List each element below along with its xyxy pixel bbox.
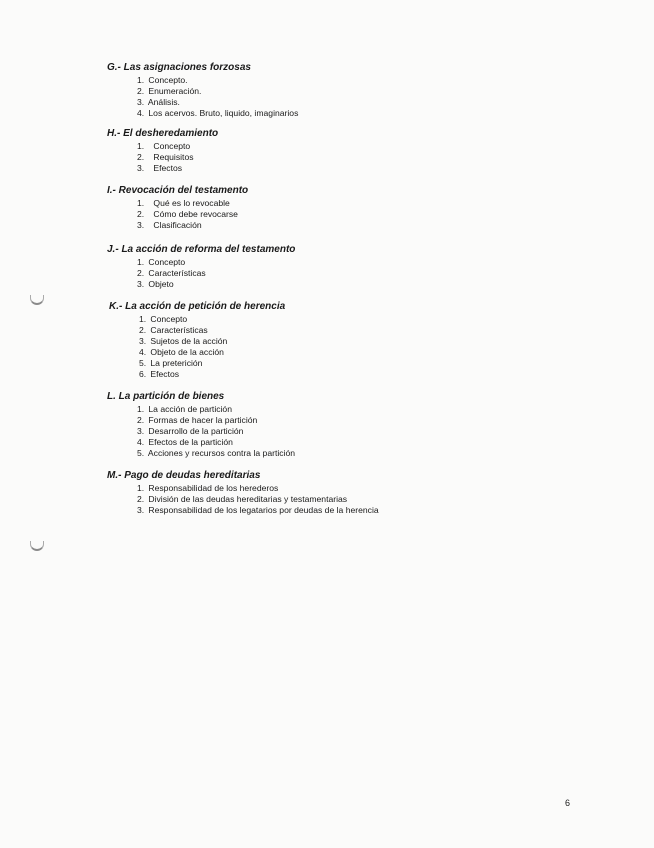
list-item (107, 141, 218, 152)
item-number: 3. (137, 426, 145, 436)
list-item (109, 358, 285, 369)
outline-section (107, 185, 248, 231)
list-item (107, 494, 379, 505)
item-text: Objeto de la acción (150, 347, 224, 357)
section-heading: G.- Las asignaciones forzosas (107, 62, 251, 73)
item-number: 1. (137, 141, 145, 151)
section-heading: J.- La acción de reforma del testamento (107, 244, 296, 255)
list-item (107, 257, 295, 268)
item-number: 4. (139, 347, 147, 357)
list-item (107, 404, 295, 415)
outline-section (109, 301, 285, 380)
punch-hole-mark (30, 295, 44, 305)
section-heading: H.- El desheredamiento (107, 128, 219, 139)
list-item (107, 86, 298, 97)
item-text: Qué es lo revocable (153, 198, 230, 208)
item-number: 2. (137, 415, 145, 425)
item-text: División de las deudas hereditarias y testamentarias (148, 494, 348, 504)
item-number: 2. (137, 268, 145, 278)
list-item (107, 268, 295, 279)
item-text: La preterición (150, 358, 203, 368)
item-text: Características (148, 268, 206, 278)
item-text: Cómo debe revocarse (153, 209, 238, 219)
item-text: Desarrollo de la partición (148, 426, 244, 436)
item-text: Análisis. (147, 97, 180, 107)
section-item-list (107, 404, 295, 459)
item-text: Concepto (150, 314, 188, 324)
list-item (107, 209, 248, 220)
item-number: 4. (137, 108, 145, 118)
section-item-list (107, 75, 298, 119)
list-item (107, 220, 248, 231)
section-item-list (109, 314, 285, 380)
item-number: 2. (137, 86, 145, 96)
list-item (109, 325, 285, 336)
list-item (107, 426, 295, 437)
item-number: 2. (137, 494, 145, 504)
outline-section (107, 62, 298, 119)
item-number: 1. (137, 483, 145, 493)
list-item (107, 279, 295, 290)
item-number: 1. (137, 404, 145, 414)
page-number: 6 (565, 798, 571, 808)
outline-section (107, 470, 379, 516)
list-item (107, 483, 379, 494)
item-text: Efectos (150, 369, 180, 379)
list-item (107, 437, 295, 448)
list-item (109, 314, 285, 325)
list-item (107, 163, 218, 174)
item-text: La acción de partición (148, 404, 232, 414)
item-text: Concepto. (148, 75, 188, 85)
item-text: Efectos de la partición (148, 437, 233, 447)
outline-section (107, 244, 295, 290)
item-number: 2. (137, 152, 145, 162)
item-number: 1. (139, 314, 147, 324)
outline-section (107, 128, 218, 174)
item-text: Características (150, 325, 208, 335)
section-item-list (107, 483, 379, 516)
item-number: 2. (137, 209, 145, 219)
item-number: 4. (137, 437, 145, 447)
item-number: 1. (137, 75, 145, 85)
item-text: Responsabilidad de los legatarios por deudas de la herencia (148, 505, 379, 515)
item-text: Requisitos (153, 152, 194, 162)
item-number: 3. (137, 505, 145, 515)
punch-hole-mark (30, 541, 44, 551)
item-number: 1. (137, 257, 145, 267)
list-item (109, 369, 285, 380)
item-text: Concepto (153, 141, 191, 151)
item-text: Efectos (153, 163, 183, 173)
section-item-list (107, 257, 295, 290)
item-number: 1. (137, 198, 145, 208)
item-number: 3. (137, 163, 145, 173)
list-item (109, 347, 285, 358)
list-item (107, 448, 295, 459)
item-text: Responsabilidad de los herederos (148, 483, 279, 493)
section-heading: I.- Revocación del testamento (107, 185, 249, 196)
section-item-list (107, 141, 218, 174)
item-text: Clasificación (153, 220, 202, 230)
item-number: 5. (139, 358, 147, 368)
section-heading: L. La partición de bienes (107, 391, 225, 402)
item-number: 3. (139, 336, 147, 346)
item-number: 5. (137, 448, 145, 458)
section-heading: M.- Pago de deudas hereditarias (107, 470, 261, 481)
list-item (107, 198, 248, 209)
item-number: 3. (137, 97, 145, 107)
item-number: 2. (139, 325, 147, 335)
list-item (107, 75, 298, 86)
item-text: Enumeración. (148, 86, 202, 96)
item-text: Formas de hacer la partición (148, 415, 258, 425)
item-number: 3. (137, 279, 145, 289)
section-item-list (107, 198, 248, 231)
item-text: Concepto (148, 257, 186, 267)
list-item (107, 97, 298, 108)
list-item (107, 108, 298, 119)
item-text: Acciones y recursos contra la partición (147, 448, 296, 458)
list-item (107, 505, 379, 516)
item-text: Los acervos. Bruto, liquido, imaginarios (148, 108, 299, 118)
item-number: 6. (139, 369, 147, 379)
list-item (107, 415, 295, 426)
item-text: Objeto (148, 279, 174, 289)
list-item (109, 336, 285, 347)
outline-section (107, 391, 295, 459)
item-number: 3. (137, 220, 145, 230)
item-text: Sujetos de la acción (150, 336, 228, 346)
list-item (107, 152, 218, 163)
section-heading: K.- La acción de petición de herencia (109, 301, 286, 312)
